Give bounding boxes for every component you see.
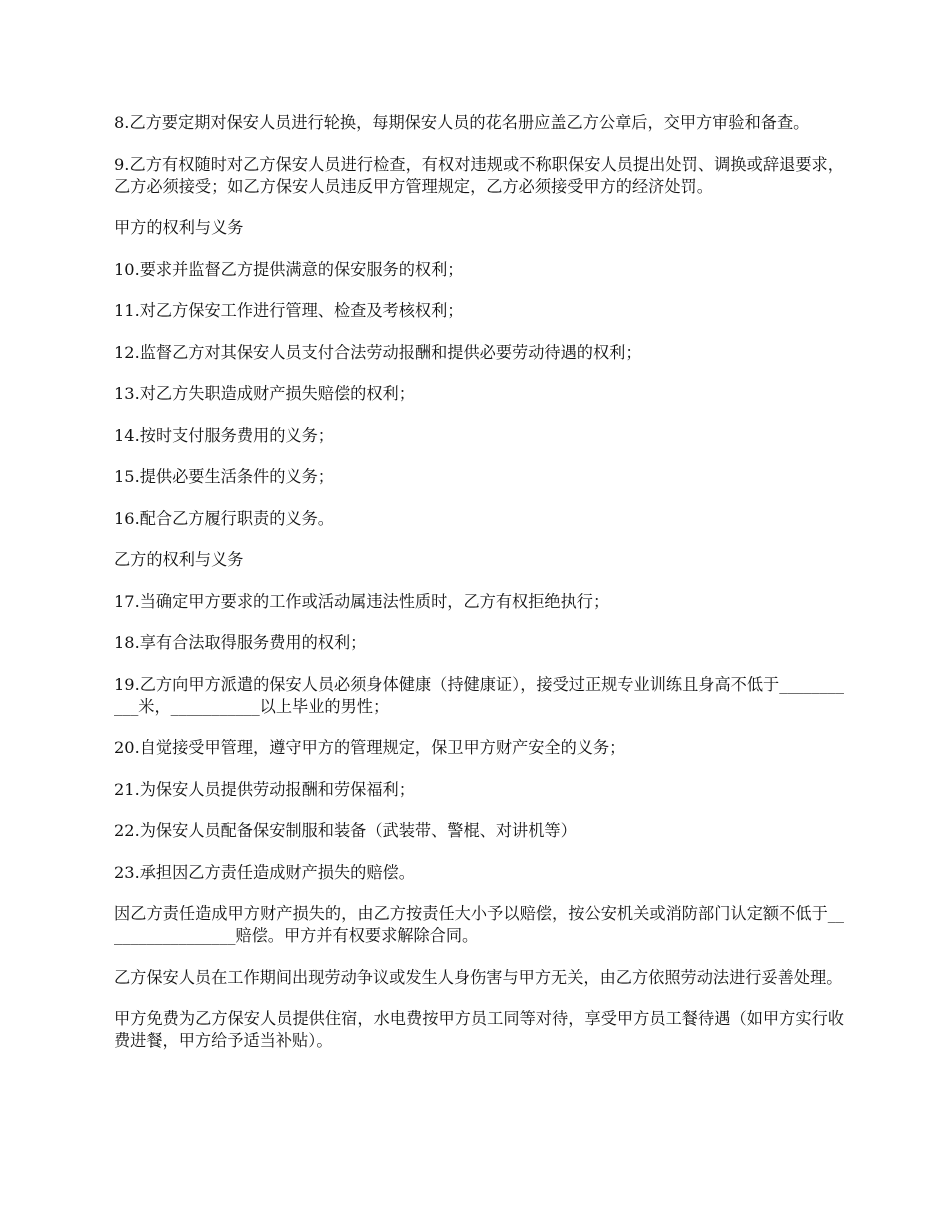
clause-13: 13.对乙方失职造成财产损失赔偿的权利； xyxy=(114,384,415,403)
labor-dispute-paragraph: 乙方保安人员在工作期间出现劳动争议或发生人身伤害与甲方无关，由乙方依照劳动法进行妥善处理。 xyxy=(114,967,843,987)
section-heading-party-b: 乙方的权利与义务 xyxy=(114,550,244,569)
clause-11: 11.对乙方保安工作进行管理、检查及考核权利； xyxy=(114,301,464,320)
clause-15: 15.提供必要生活条件的义务； xyxy=(114,467,334,486)
clause-16: 16.配合乙方履行职责的义务。 xyxy=(114,508,334,528)
clause-12: 12.监督乙方对其保安人员支付合法劳动报酬和提供必要劳动待遇的权利； xyxy=(114,342,642,362)
clause-9: 9.乙方有权随时对乙方保安人员进行检查，有权对违规或不称职保安人员提出处罚、调换或辞退要求，乙方必须接受；如乙方保安人员违反甲方管理规定，乙方必须接受甲方的经济处罚。 xyxy=(114,154,844,196)
document-page xyxy=(114,112,844,1072)
clause-21: 21.为保安人员提供劳动报酬和劳保福利； xyxy=(114,779,415,799)
clause-10: 10.要求并监督乙方提供满意的保安服务的权利； xyxy=(114,259,464,279)
clause-14: 14.按时支付服务费用的义务； xyxy=(114,425,334,445)
clause-20: 20.自觉接受甲管理，遵守甲方的管理规定，保卫甲方财产安全的义务； xyxy=(114,738,626,757)
clause-8: 8.乙方要定期对保安人员进行轮换，每期保安人员的花名册应盖乙方公章后，交甲方审验和备查。 xyxy=(114,113,810,132)
liability-paragraph: 因乙方责任造成甲方财产损失的，由乙方按责任大小予以赔偿，按公安机关或消防部门认定额不低于_________________赔偿。甲方并有权要求解除合同。 xyxy=(114,904,844,945)
clause-18: 18.享有合法取得服务费用的权利； xyxy=(114,633,367,652)
clause-23: 23.承担因乙方责任造成财产损失的赔偿。 xyxy=(114,862,415,882)
clause-22: 22.为保安人员配备保安制服和装备（武装带、警棍、对讲机等） xyxy=(114,821,577,840)
clause-19: 19.乙方向甲方派遣的保安人员必须身体健康（持健康证），接受过正规专业训练且身高不低于___________米，___________以上毕业的男性； xyxy=(114,674,844,716)
accommodation-paragraph: 甲方免费为乙方保安人员提供住宿，水电费按甲方员工同等对待，享受甲方员工餐待遇（如甲方实行收费进餐，甲方给予适当补贴）。 xyxy=(114,1009,844,1050)
section-heading-party-a: 甲方的权利与义务 xyxy=(114,218,244,237)
clause-17: 17.当确定甲方要求的工作或活动属违法性质时，乙方有权拒绝执行； xyxy=(114,591,610,611)
